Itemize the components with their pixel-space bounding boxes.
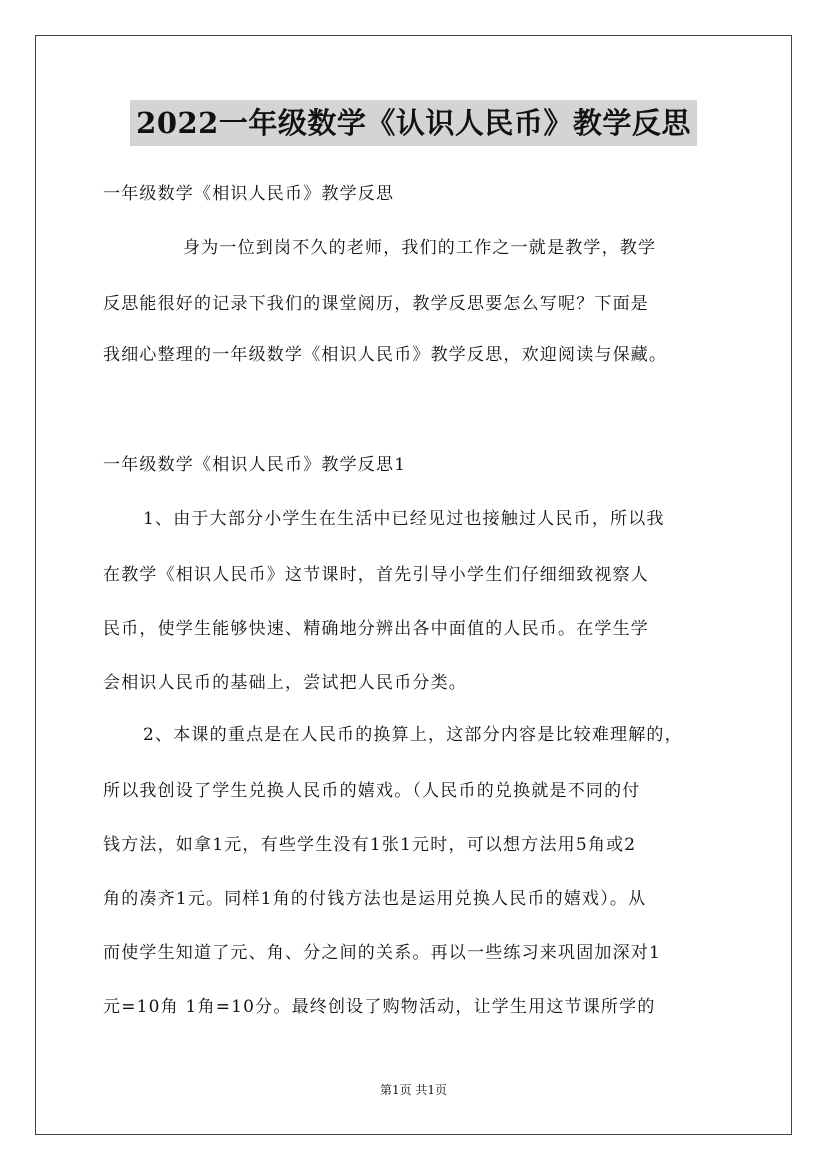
paragraph-line: 而使学生知道了元、角、分之间的关系。再以一些练习来巩固加深对1 bbox=[103, 943, 662, 963]
paragraph-line: 元=10角 1角=10分。最终创设了购物活动，让学生用这节课所学的 bbox=[103, 997, 656, 1017]
intro-line: 反思能很好的记录下我们的课堂阅历，教学反思要怎么写呢？下面是 bbox=[103, 294, 649, 314]
paragraph-line: 民币，使学生能够快速、精确地分辨出各中面值的人民币。在学生学 bbox=[103, 619, 649, 639]
paragraph-line: 会相识人民币的基础上，尝试把人民币分类。 bbox=[103, 673, 467, 693]
paragraph-line: 2、本课的重点是在人民币的换算上，这部分内容是比较难理解的， bbox=[143, 725, 683, 745]
paragraph-line: 1、由于大部分小学生在生活中已经见过也接触过人民币，所以我 bbox=[143, 509, 665, 529]
intro-line: 我细心整理的一年级数学《相识人民币》教学反思，欢迎阅读与保藏。 bbox=[103, 345, 668, 365]
intro-line: 身为一位到岗不久的老师，我们的工作之一就是教学，教学 bbox=[183, 238, 657, 258]
page-footer: 第1页 共1页 bbox=[379, 1083, 448, 1097]
document-title: 2022一年级数学《认识人民币》教学反思 bbox=[130, 100, 697, 146]
section-heading: 一年级数学《相识人民币》教学反思1 bbox=[103, 455, 407, 475]
document-subtitle: 一年级数学《相识人民币》教学反思 bbox=[103, 184, 395, 204]
title-wrap bbox=[0, 100, 827, 146]
paragraph-line: 钱方法，如拿1元，有些学生没有1张1元时，可以想方法用5角或2 bbox=[103, 835, 637, 855]
paragraph-line: 角的凑齐1元。同样1角的付钱方法也是运用兑换人民币的嬉戏）。从 bbox=[103, 889, 647, 909]
paragraph-line: 在教学《相识人民币》这节课时，首先引导小学生们仔细细致视察人 bbox=[103, 565, 649, 585]
paragraph-line: 所以我创设了学生兑换人民币的嬉戏。（人民币的兑换就是不同的付 bbox=[103, 781, 641, 801]
